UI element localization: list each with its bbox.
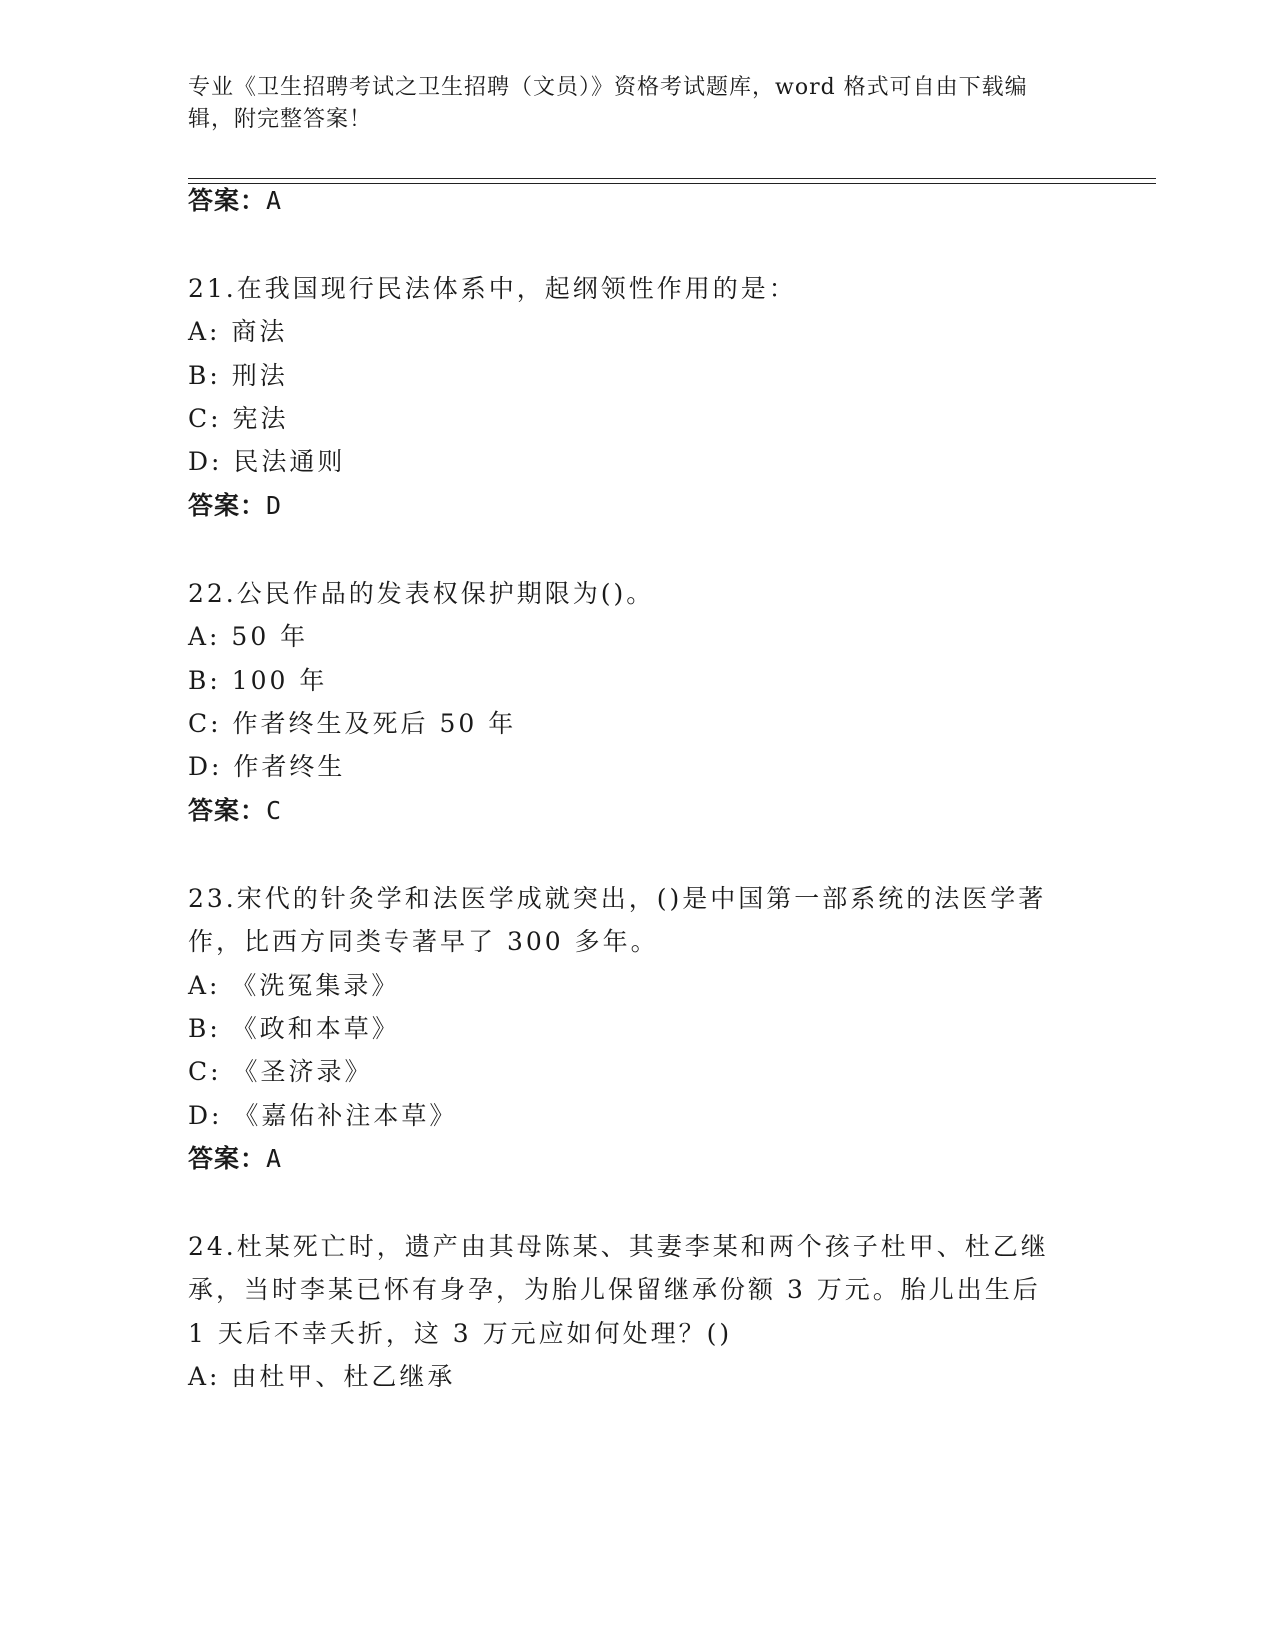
question-23-option-a: A: 《洗冤集录》: [188, 971, 400, 1000]
question-22-answer: [188, 796, 282, 826]
answer-value: A: [266, 186, 283, 215]
question-22-option-a: A: 50 年: [188, 622, 309, 651]
question-21-option-c: C: 宪法: [188, 404, 289, 433]
question-24-stem-line-3: 1 天后不幸夭折，这 3 万元应如何处理？(): [188, 1319, 733, 1348]
answer-label: 答案：: [188, 1144, 267, 1173]
question-22-option-b: B: 100 年: [188, 666, 328, 695]
answer-value: C: [266, 796, 283, 825]
question-21-answer: [188, 491, 282, 521]
question-22-stem: 22.公民作品的发表权保护期限为()。: [188, 579, 655, 608]
answer-label: 答案：: [188, 491, 267, 520]
document-header: 专业《卫生招聘考试之卫生招聘（文员）》资格考试题库，word 格式可自由下载编辑，附完整答案！: [188, 75, 1028, 132]
question-21-option-b: B: 刑法: [188, 361, 288, 390]
question-23-stem-line-2: 作，比西方同类专著早了 300 多年。: [188, 927, 659, 956]
question-21-stem: 21.在我国现行民法体系中，起纲领性作用的是：: [188, 274, 797, 303]
question-21-option-a: A: 商法: [188, 317, 288, 346]
question-24-option-a: A: 由杜甲、杜乙继承: [188, 1362, 456, 1391]
question-24-stem-line-1: 24.杜某死亡时，遗产由其母陈某、其妻李某和两个孩子杜甲、杜乙继: [188, 1232, 1049, 1261]
question-23-option-c: C: 《圣济录》: [188, 1057, 373, 1086]
question-23-option-d: D: 《嘉佑补注本草》: [188, 1101, 458, 1130]
question-23-answer: [188, 1144, 282, 1174]
answer-label: 答案：: [188, 796, 267, 825]
answer-label: 答案：: [188, 186, 267, 215]
answer-value: D: [266, 491, 283, 520]
question-22-option-c: C: 作者终生及死后 50 年: [188, 709, 517, 738]
question-23-stem-line-1: 23.宋代的针灸学和法医学成就突出，()是中国第一部系统的法医学著: [188, 884, 1047, 913]
question-22-option-d: D: 作者终生: [188, 752, 346, 781]
question-23-option-b: B: 《政和本草》: [188, 1014, 400, 1043]
answer-previous: [188, 186, 282, 216]
question-21-option-d: D: 民法通则: [188, 447, 346, 476]
answer-value: A: [266, 1144, 283, 1173]
header-divider-bottom: [188, 183, 1156, 184]
header-divider-top: [188, 178, 1156, 179]
question-24-stem-line-2: 承，当时李某已怀有身孕，为胎儿保留继承份额 3 万元。胎儿出生后: [188, 1275, 1041, 1304]
